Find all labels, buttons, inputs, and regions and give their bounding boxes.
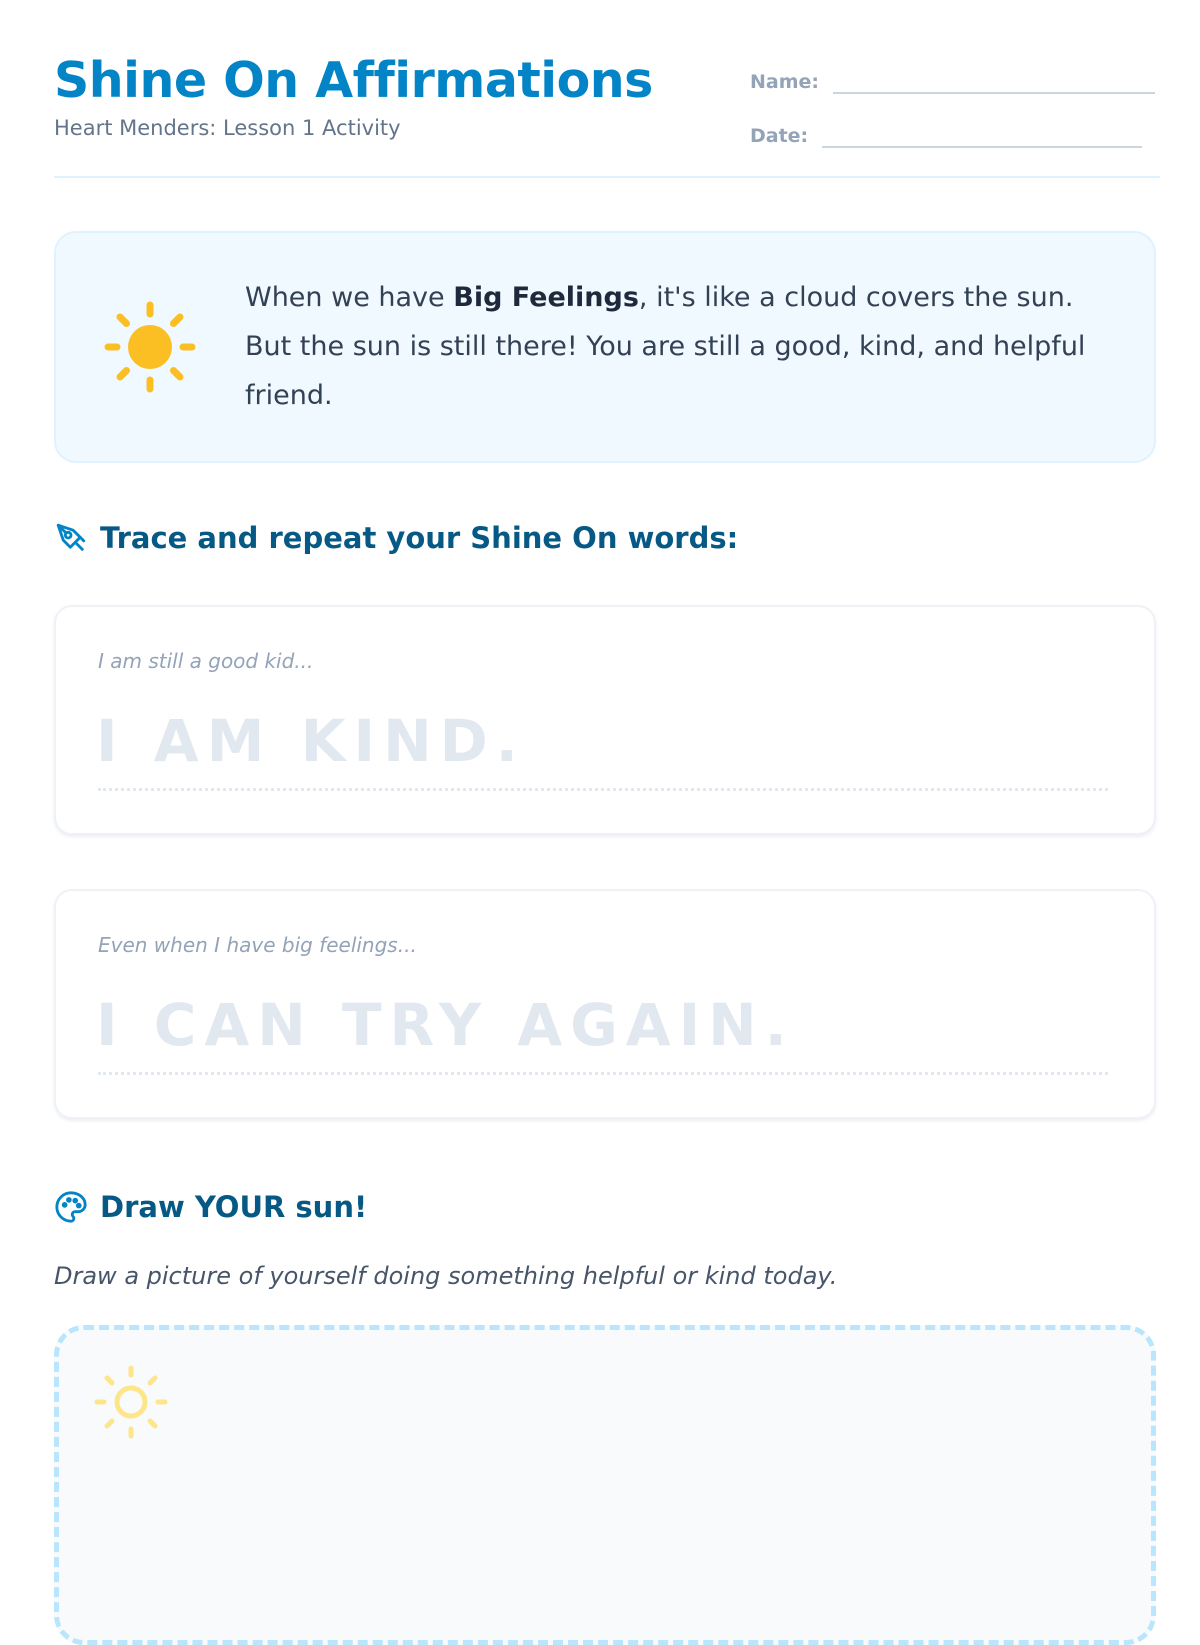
drawing-area[interactable] (54, 1325, 1156, 1645)
name-label: Name: (750, 71, 820, 94)
trace-prompt: I am still a good kid... (98, 649, 314, 673)
trace-card (54, 605, 1156, 835)
pen-tool-icon (54, 521, 88, 555)
palette-icon (54, 1190, 88, 1224)
page-subtitle: Heart Menders: Lesson 1 Activity (54, 116, 401, 140)
trace-word[interactable]: I CAN TRY AGAIN. (96, 991, 795, 1059)
sun-icon (102, 299, 198, 395)
trace-word[interactable]: I AM KIND. (96, 707, 526, 775)
worksheet-page (54, 0, 1160, 1290)
callout-text (245, 273, 1115, 420)
trace-section-heading (54, 521, 738, 555)
trace-heading-text: Trace and repeat your Shine On words: (100, 521, 739, 555)
name-field[interactable] (833, 58, 1155, 94)
name-row (750, 58, 1155, 94)
trace-card (54, 889, 1156, 1119)
draw-section-heading (54, 1190, 367, 1224)
sun-outline-icon (92, 1363, 170, 1441)
worksheet-header (54, 0, 1160, 178)
trace-prompt: Even when I have big feelings... (98, 933, 417, 957)
draw-instructions: Draw a picture of yourself doing something helpful or kind today. (54, 1262, 838, 1290)
page-title: Shine On Affirmations (54, 52, 653, 109)
callout-text-end: , it's like a cloud covers the sun. But the sun is still there! You are still a good, kind, and helpful friend. (245, 282, 1086, 411)
date-row (750, 112, 1142, 148)
draw-heading-text: Draw YOUR sun! (100, 1190, 368, 1224)
writing-line[interactable] (98, 1072, 1108, 1075)
writing-line[interactable] (98, 788, 1108, 791)
date-field[interactable] (822, 112, 1142, 148)
callout-text-start: When we have (245, 282, 454, 313)
big-feelings-callout (54, 231, 1156, 463)
date-label: Date: (750, 125, 809, 148)
callout-text-bold: Big Feelings (453, 282, 639, 313)
